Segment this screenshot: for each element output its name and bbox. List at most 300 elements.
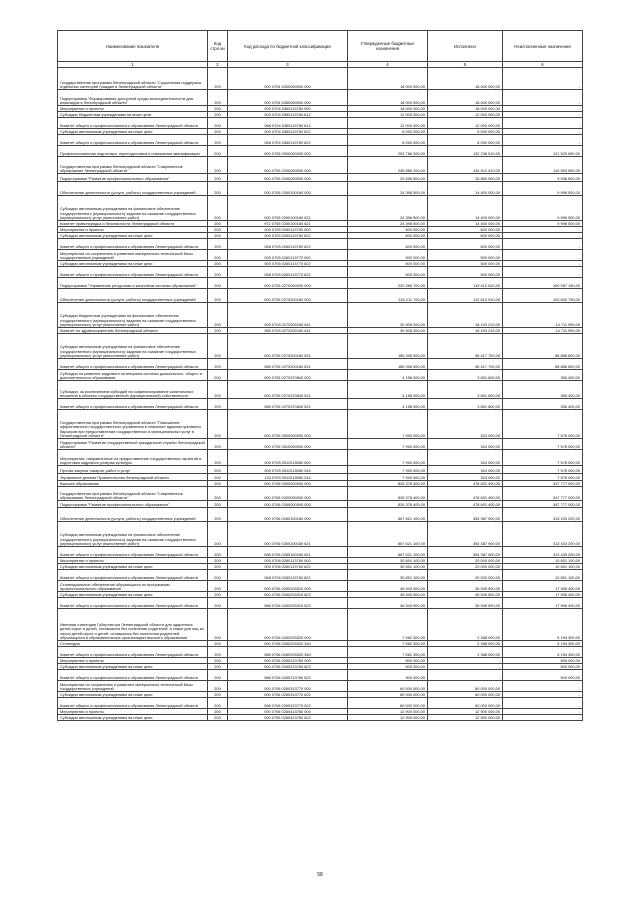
row-remaining: -: [503, 715, 583, 721]
row-approved: 30 651 100,00: [348, 570, 428, 581]
row-line-code: 200: [208, 670, 228, 681]
row-executed: 6 000 000,00: [428, 129, 503, 135]
row-line-code: 200: [208, 474, 228, 481]
row-remaining: 5 194 300,00: [503, 641, 583, 647]
table-row: [58, 278, 583, 289]
table-row: [58, 174, 583, 182]
table-row: [58, 681, 583, 692]
row-executed: 96 417 700,00: [428, 334, 503, 359]
table-row: [58, 182, 583, 196]
row-line-code: 200: [208, 289, 228, 303]
row-line-code: 200: [208, 647, 228, 658]
row-budget-code: 000 0705 0270200160 000: [228, 289, 348, 303]
table-row: [58, 609, 583, 641]
row-budget-code: 133 0705 0511013580 244: [228, 474, 348, 481]
row-line-code: 200: [208, 522, 228, 547]
row-approved: 6 000 000,00: [348, 135, 428, 146]
header-executed: Исполнено: [428, 31, 503, 62]
row-remaining: -: [503, 118, 583, 129]
row-approved: 18 000 000,00: [348, 106, 428, 112]
row-approved: 253 766 200,00: [348, 146, 428, 157]
row-budget-code: 068 0706 0260213760 622: [228, 670, 348, 681]
row-executed: 16 193 210,00: [428, 328, 503, 334]
row-budget-code: 000 0705 0270370840 521: [228, 381, 348, 399]
row-approved: 24 396 500,00: [348, 182, 428, 196]
table-row: [58, 508, 583, 522]
row-executed: 14 400 000,00: [428, 221, 503, 227]
row-budget-code: 000 0706 0000000000 000: [228, 481, 348, 487]
row-approved: 220 369 700,00: [348, 278, 428, 289]
row-remaining: 14 711 990,00: [503, 328, 583, 334]
row-line-code: 200: [208, 182, 228, 196]
row-remaining: -: [503, 709, 583, 715]
row-name: Субсидии автономным учреждениям на иные цели: [58, 233, 208, 239]
row-line-code: 200: [208, 135, 228, 146]
row-budget-code: 000 0706 0260213760 622: [228, 664, 348, 670]
page-number: 58: [317, 872, 323, 878]
row-approved: 500 000,00: [348, 670, 428, 681]
row-executed: 500 000,00: [428, 267, 503, 278]
row-name: Субсидии, за исключением субсидий на софинансирование капитальных вложений в объекты государственной (муниципальной) собственности: [58, 381, 208, 399]
table-header-row: [58, 31, 583, 62]
row-approved: 12 000 000,00: [348, 112, 428, 118]
row-name: Субсидии автономным учреждениям на иные цели: [58, 592, 208, 598]
row-executed: 12 000 000,00: [428, 112, 503, 118]
row-name: Подпрограмма "Управление ресурсами и качеством системы образования": [58, 278, 208, 289]
row-approved: 30 651 100,00: [348, 558, 428, 564]
row-remaining: -: [503, 698, 583, 709]
row-budget-code: 000 0704 5300000000 000: [228, 68, 348, 90]
row-executed: 354 387 900,00: [428, 522, 503, 547]
row-line-code: 200: [208, 501, 228, 508]
row-remaining: 9 996 500,00: [503, 221, 583, 227]
row-remaining: -: [503, 106, 583, 112]
row-budget-code: 068 0705 0270200160 621: [228, 359, 348, 370]
row-approved: 7 562 300,00: [348, 647, 428, 658]
row-budget-code: 000 0704 5360113760 622: [228, 129, 348, 135]
row-name: Комитет общего и профессионального образования Ленинградской области: [58, 598, 208, 609]
row-budget-code: 000 0706 0260100160 000: [228, 508, 348, 522]
row-executed: 15 560 000,00: [428, 174, 503, 182]
row-approved: 7 900 000,00: [348, 410, 428, 439]
row-remaining: -: [503, 233, 583, 239]
row-name: Мероприятия по сохранению и развитию материально-технической базы государственных учреждений: [58, 250, 208, 261]
table-row: [58, 647, 583, 658]
row-line-code: 200: [208, 233, 228, 239]
row-executed: 600 000,00: [428, 239, 503, 250]
row-name: Мероприятия и проекты: [58, 558, 208, 564]
row-budget-code: 000 0705 0260000000 000: [228, 174, 348, 182]
row-remaining: 7 576 000,00: [503, 450, 583, 466]
row-executed: 134 912 510,00: [428, 157, 503, 174]
table-row: [58, 450, 583, 466]
table-row: [58, 598, 583, 609]
row-name: Субсидии автономным учреждениям на иные цели: [58, 261, 208, 267]
row-executed: -: [428, 658, 503, 664]
row-approved: 7 900 000,00: [348, 466, 428, 474]
table-row: [58, 118, 583, 129]
row-line-code: 200: [208, 508, 228, 522]
row-name: Высшее образование: [58, 481, 208, 487]
header-line-code: Код стро ки: [208, 31, 228, 62]
row-executed: 28 945 500,00: [428, 598, 503, 609]
row-name: Субсидии автономным учреждениям на финансовое обеспечение государственного (муниципального) задания на оказание государственных (муниципальных) услуг (выполнение работ): [58, 196, 208, 221]
row-name: Мероприятия и проекты: [58, 709, 208, 715]
row-approved: 667 621 100,00: [348, 547, 428, 558]
row-approved: 600 000,00: [348, 239, 428, 250]
row-approved: 500 000,00: [348, 250, 428, 261]
row-executed: 60 000 000,00: [428, 698, 503, 709]
table-row: [58, 239, 583, 250]
row-executed: 12 000 000,00: [428, 118, 503, 129]
row-remaining: 17 998 400,00: [503, 598, 583, 609]
row-line-code: 200: [208, 564, 228, 570]
row-executed: 20 000 000,00: [428, 570, 503, 581]
row-name: Государственная программа Ленинградской области "Современное образование Ленинградской области": [58, 487, 208, 501]
row-remaining: -: [503, 692, 583, 698]
row-executed: 478 601 400,00: [428, 487, 503, 501]
row-executed: -: [428, 664, 503, 670]
row-remaining: 347 777 000,00: [503, 501, 583, 508]
table-row: [58, 289, 583, 303]
row-approved: 60 000 000,00: [348, 681, 428, 692]
row-name: Профессиональная подготовка, переподготовка и повышение квалификации: [58, 146, 208, 157]
row-name: Подпрограмма "Развитие профессионального образования": [58, 174, 208, 182]
row-name: Мероприятия по сохранению и развитию материально-технической базы государственных учреждений: [58, 681, 208, 692]
row-name: Прочая закупка товаров, работ и услуг: [58, 466, 208, 474]
row-budget-code: 068 0705 0260113760 622: [228, 239, 348, 250]
row-approved: 185 306 500,00: [348, 334, 428, 359]
row-name: Комитет общего и профессионального образования Ленинградской области: [58, 359, 208, 370]
table-row: [58, 381, 583, 399]
table-row: [58, 581, 583, 592]
table-row: [58, 522, 583, 547]
row-remaining: 88 888 800,00: [503, 334, 583, 359]
row-approved: 600 000,00: [348, 227, 428, 233]
row-budget-code: 000 0706 0260203320 000: [228, 609, 348, 641]
row-budget-code: 068 0704 5360113760 622: [228, 135, 348, 146]
table-row: [58, 135, 583, 146]
row-approved: 667 621 100,00: [348, 522, 428, 547]
row-line-code: 200: [208, 692, 228, 698]
column-number: 4: [348, 62, 428, 68]
row-approved: 60 000 000,00: [348, 698, 428, 709]
row-executed: 3 801 600,00: [428, 381, 503, 399]
table-row: [58, 250, 583, 261]
row-name: Субсидии автономным учреждениям на иные цели: [58, 692, 208, 698]
table-row: [58, 547, 583, 558]
column-number: 1: [58, 62, 208, 68]
row-executed: 354 387 900,00: [428, 547, 503, 558]
row-line-code: 200: [208, 261, 228, 267]
row-line-code: 200: [208, 106, 228, 112]
row-line-code: 200: [208, 698, 228, 709]
row-name: Субсидии автономным учреждениям на иные цели: [58, 715, 208, 721]
table-row: [58, 715, 583, 721]
row-line-code: 200: [208, 481, 228, 487]
row-budget-code: 000 0706 0260100160 621: [228, 522, 348, 547]
row-line-code: 200: [208, 715, 228, 721]
row-line-code: 200: [208, 196, 228, 221]
row-line-code: 200: [208, 129, 228, 135]
header-remaining: Неисполненные назначения: [503, 31, 583, 62]
row-line-code: 200: [208, 658, 228, 664]
row-budget-code: 000 0705 0270200160 621: [228, 334, 348, 359]
row-name: Государственная программа Ленинградской области "Современное образование Ленинградской области": [58, 157, 208, 174]
row-name: Субсидии бюджетным учреждениям на финансовое обеспечение государственного (муниципального) задания на оказание государственных (муниципальных) услуг (выполнение работ): [58, 303, 208, 328]
row-name: Комитет общего и профессионального образования Ленинградской области: [58, 647, 208, 658]
row-approved: 500 000,00: [348, 658, 428, 664]
row-executed: 18 000 000,00: [428, 68, 503, 90]
row-name: Подпрограмма "Формирование доступной среды жизнедеятельности для инвалидов в Ленинградской области": [58, 90, 208, 106]
row-budget-code: 000 0704 5360000000 000: [228, 90, 348, 106]
row-line-code: 200: [208, 681, 228, 692]
row-executed: 478 601 400,00: [428, 501, 503, 508]
row-executed: 478 601 400,00: [428, 481, 503, 487]
row-executed: 119 412 510,00: [428, 278, 503, 289]
row-line-code: 200: [208, 267, 228, 278]
row-line-code: 200: [208, 487, 228, 501]
row-line-code: 200: [208, 221, 228, 227]
table-row: [58, 439, 583, 450]
row-remaining: -: [503, 681, 583, 692]
row-name: Комитет общего и профессионального образования Ленинградской области: [58, 267, 208, 278]
row-name: Комитет общего и профессионального образования Ленинградской области: [58, 670, 208, 681]
row-name: Субсидии автономным учреждениям на иные цели: [58, 664, 208, 670]
row-budget-code: 000 0705 0511013580 000: [228, 450, 348, 466]
table-row: [58, 359, 583, 370]
row-approved: 46 943 900,00: [348, 581, 428, 592]
row-line-code: 200: [208, 278, 228, 289]
row-approved: 4 158 000,00: [348, 370, 428, 381]
row-executed: 132 236 510,00: [428, 146, 503, 157]
table-row: [58, 399, 583, 410]
row-remaining: 500 000,00: [503, 658, 583, 664]
row-approved: 667 621 100,00: [348, 508, 428, 522]
row-remaining: -: [503, 135, 583, 146]
row-name: Мероприятия, направленные на предоставление государственных гарантий и подготовка кадрового резерва культуры: [58, 450, 208, 466]
row-executed: 112 610 910,00: [428, 289, 503, 303]
row-name: Комитет общего и профессионального образования Ленинградской области: [58, 547, 208, 558]
row-remaining: 7 576 000,00: [503, 410, 583, 439]
row-approved: 500 000,00: [348, 664, 428, 670]
row-budget-code: 068 0706 0260203320 340: [228, 647, 348, 658]
row-budget-code: 000 0704 5360113760 612: [228, 112, 348, 118]
row-remaining: -: [503, 112, 583, 118]
row-executed: 18 000 000,00: [428, 90, 503, 106]
row-budget-code: 068 0706 0260113760 622: [228, 570, 348, 581]
row-budget-code: 000 0705 0260113770 622: [228, 261, 348, 267]
row-approved: 6 000 000,00: [348, 129, 428, 135]
row-executed: 28 945 500,00: [428, 592, 503, 598]
row-approved: 185 306 500,00: [348, 359, 428, 370]
row-executed: 16 193 210,00: [428, 303, 503, 328]
header-indicator-name: Наименование показателя: [58, 31, 208, 62]
row-executed: 12 900 000,00: [428, 715, 503, 721]
row-remaining: 100 957 190,00: [503, 278, 583, 289]
row-executed: 3 801 600,00: [428, 370, 503, 381]
row-name: Обеспечение деятельности (услуги, работы) государственных учреждений: [58, 289, 208, 303]
row-budget-code: 000 0705 0260113770 000: [228, 250, 348, 261]
row-budget-code: 000 0706 0260000000 000: [228, 501, 348, 508]
row-line-code: 200: [208, 112, 228, 118]
row-remaining: 88 888 800,00: [503, 359, 583, 370]
row-remaining: -: [503, 129, 583, 135]
row-budget-code: 000 0705 0270370840 000: [228, 370, 348, 381]
table-row: [58, 146, 583, 157]
row-remaining: 356 400,00: [503, 370, 583, 381]
row-budget-code: 980 0705 0270200160 611: [228, 328, 348, 334]
row-budget-code: 000 0705 0510000000 000: [228, 439, 348, 450]
row-remaining: 5 194 300,00: [503, 609, 583, 641]
row-remaining: 347 777 000,00: [503, 481, 583, 487]
row-budget-code: 000 0705 0260113760 622: [228, 233, 348, 239]
row-remaining: 7 576 000,00: [503, 474, 583, 481]
row-remaining: 313 433 200,00: [503, 547, 583, 558]
row-name: Мероприятия и проекты: [58, 658, 208, 664]
row-name: Государственная программа Ленинградской области "Повышение эффективности государственного управления и снижение административных барьеров при предоставлении государственных и муниципальных услуг в Ленинградской области": [58, 410, 208, 439]
row-remaining: 356 400,00: [503, 399, 583, 410]
row-name: Субсидии бюджетным учреждениям на иные цели: [58, 112, 208, 118]
row-approved: 4 158 000,00: [348, 381, 428, 399]
row-budget-code: 972 0705 0260100160 621: [228, 221, 348, 227]
row-budget-code: 000 0705 0500000000 000: [228, 410, 348, 439]
row-line-code: 200: [208, 450, 228, 466]
row-executed: 2 368 000,00: [428, 647, 503, 658]
row-executed: 324 000,00: [428, 410, 503, 439]
row-remaining: 7 576 000,00: [503, 466, 583, 474]
row-approved: 46 943 900,00: [348, 598, 428, 609]
row-executed: 500 000,00: [428, 261, 503, 267]
row-budget-code: 000 0705 0270200160 611: [228, 303, 348, 328]
row-executed: 324 000,00: [428, 450, 503, 466]
row-executed: 20 000 000,00: [428, 564, 503, 570]
row-approved: 7 900 000,00: [348, 439, 428, 450]
row-remaining: 110 953 690,00: [503, 157, 583, 174]
row-line-code: 200: [208, 334, 228, 359]
row-executed: 3 801 600,00: [428, 399, 503, 410]
row-line-code: 200: [208, 239, 228, 250]
row-executed: 60 000 000,00: [428, 681, 503, 692]
row-approved: 7 900 000,00: [348, 450, 428, 466]
row-approved: 7 562 300,00: [348, 641, 428, 647]
row-approved: 245 866 200,00: [348, 157, 428, 174]
row-name: Стипендиальное обеспечение обучающихся по программам профессионального образования: [58, 581, 208, 592]
row-remaining: 14 711 990,00: [503, 303, 583, 328]
row-executed: 18 000 000,00: [428, 106, 503, 112]
row-approved: 18 000 000,00: [348, 68, 428, 90]
row-line-code: 200: [208, 609, 228, 641]
row-approved: 826 378 400,00: [348, 487, 428, 501]
row-executed: 28 945 500,00: [428, 581, 503, 592]
row-line-code: 200: [208, 90, 228, 106]
row-approved: 12 000 000,00: [348, 118, 428, 129]
row-remaining: 500 000,00: [503, 664, 583, 670]
row-line-code: 200: [208, 399, 228, 410]
row-approved: 24 396 500,00: [348, 196, 428, 221]
row-executed: 96 417 700,00: [428, 359, 503, 370]
row-line-code: 200: [208, 709, 228, 715]
row-budget-code: 000 0705 0260100160 621: [228, 196, 348, 221]
row-approved: 500 000,00: [348, 267, 428, 278]
row-remaining: 347 777 000,00: [503, 487, 583, 501]
row-name: Комитет общего и профессионального образования Ленинградской области: [58, 135, 208, 146]
row-approved: 60 000 000,00: [348, 692, 428, 698]
row-remaining: 103 600 790,00: [503, 289, 583, 303]
row-budget-code: 000 0706 0260113760 622: [228, 564, 348, 570]
row-remaining: 313 433 200,00: [503, 508, 583, 522]
table-row: [58, 157, 583, 174]
row-line-code: 200: [208, 439, 228, 450]
row-remaining: 10 651 100,00: [503, 570, 583, 581]
row-line-code: 200: [208, 581, 228, 592]
table-row: [58, 670, 583, 681]
header-budget-code: Код расхода по бюджетной классификации: [228, 31, 348, 62]
row-remaining: 5 194 300,00: [503, 647, 583, 658]
row-line-code: 200: [208, 118, 228, 129]
row-name: Комитет общего и профессионального образования Ленинградской области: [58, 399, 208, 410]
row-budget-code: 000 0706 0260313770 622: [228, 692, 348, 698]
row-budget-code: 068 0706 0260313770 622: [228, 698, 348, 709]
row-remaining: -: [503, 90, 583, 106]
row-remaining: 9 936 600,00: [503, 174, 583, 182]
row-approved: 7 562 300,00: [348, 609, 428, 641]
row-line-code: 200: [208, 410, 228, 439]
row-remaining: -: [503, 250, 583, 261]
row-executed: 324 000,00: [428, 439, 503, 450]
row-remaining: 500 000,00: [503, 670, 583, 681]
row-approved: 826 378 400,00: [348, 501, 428, 508]
row-budget-code: 000 0706 0260203320 340: [228, 641, 348, 647]
row-budget-code: 000 0706 0260203310 000: [228, 581, 348, 592]
row-approved: 826 378 400,00: [348, 481, 428, 487]
row-line-code: 200: [208, 68, 228, 90]
table-row: [58, 68, 583, 90]
row-approved: 30 905 200,00: [348, 303, 428, 328]
row-budget-code: 068 0704 5360113760 612: [228, 118, 348, 129]
row-executed: 2 368 000,00: [428, 641, 503, 647]
row-name: Обеспечение деятельности (услуги, работы) государственных учреждений: [58, 182, 208, 196]
row-approved: 24 396 500,00: [348, 221, 428, 227]
row-name: Мероприятия и проекты: [58, 227, 208, 233]
row-name: Комитет правопорядка и безопасности Ленинградской области: [58, 221, 208, 227]
row-name: Комитет общего и профессионального образования Ленинградской области: [58, 118, 208, 129]
row-executed: 6 000 000,00: [428, 135, 503, 146]
table-row: [58, 501, 583, 508]
row-approved: 600 000,00: [348, 233, 428, 239]
row-name: Комитет общего и профессионального образования Ленинградской области: [58, 570, 208, 581]
row-line-code: 200: [208, 370, 228, 381]
row-remaining: -: [503, 68, 583, 90]
table-row: [58, 698, 583, 709]
budget-execution-table: [57, 30, 583, 721]
row-approved: 216 211 700,00: [348, 289, 428, 303]
row-remaining: -: [503, 267, 583, 278]
row-approved: 18 000 000,00: [348, 90, 428, 106]
row-name: Субсидии автономным учреждениям на финансовое обеспечение государственного (муниципального) задания на оказание государственных (муниципальных) услуг (выполнение работ): [58, 522, 208, 547]
row-line-code: 200: [208, 558, 228, 564]
row-remaining: -: [503, 261, 583, 267]
table-row: [58, 474, 583, 481]
row-line-code: 200: [208, 641, 228, 647]
table-body: [58, 68, 583, 721]
row-approved: 4 158 000,00: [348, 399, 428, 410]
row-name: Именная стипендия Губернатора Ленинградской области для одаренных детей-сирот и детей, оставшихся без попечения родителей, а также для лиц из числа детей-сирот и детей, оставшихся без попечения родителей, обучающихся в образовательных организациях высшего образования: [58, 609, 208, 641]
row-budget-code: 000 0705 0260113760 000: [228, 227, 348, 233]
row-budget-code: 000 0706 0200000000 000: [228, 487, 348, 501]
row-line-code: 200: [208, 381, 228, 399]
row-line-code: 200: [208, 303, 228, 328]
